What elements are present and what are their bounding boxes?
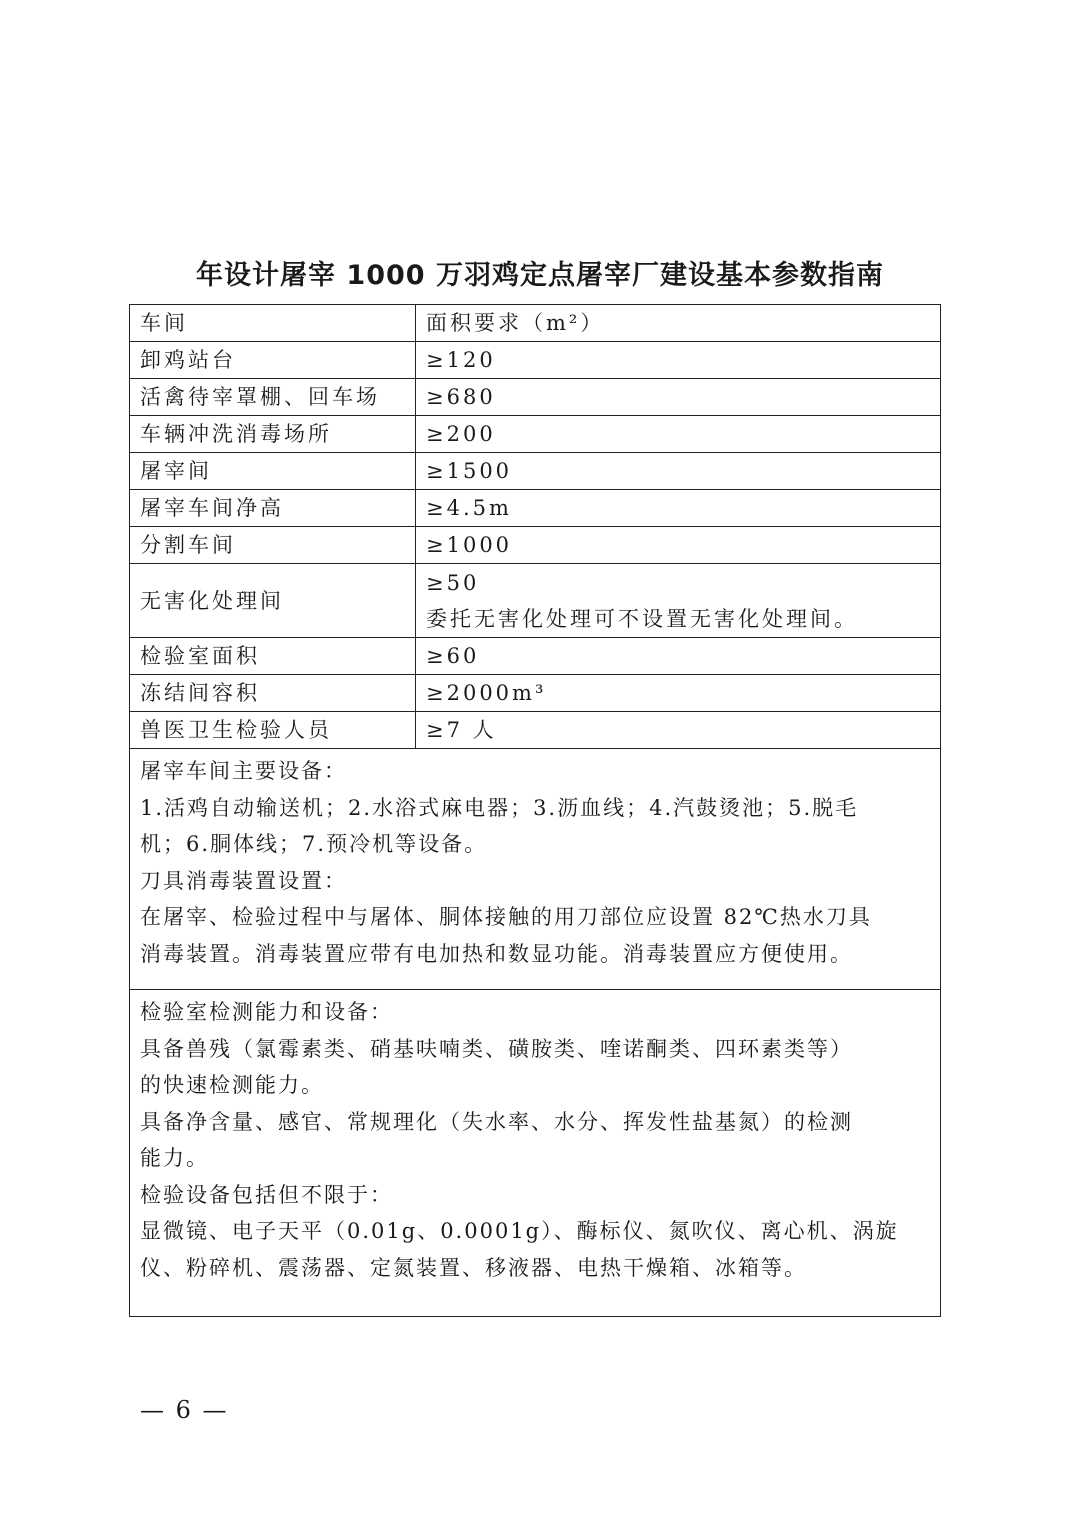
equipment-line: 1.活鸡自动输送机；2.水浴式麻电器；3.沥血线；4.汽鼓烫池；5.脱毛 <box>140 795 859 820</box>
row-name: 冻结间容积 <box>130 675 416 712</box>
table-row <box>130 564 941 638</box>
table-row <box>130 527 941 564</box>
knife-disinfection-heading: 刀具消毒装置设置： <box>140 868 347 893</box>
equipment-heading: 屠宰车间主要设备： <box>140 759 347 783</box>
knife-disinfection-line: 消毒装置。消毒装置应带有电加热和数显功能。消毒装置应方便使用。 <box>140 941 853 966</box>
page-number: — 6 — <box>140 1396 229 1424</box>
row-value: ≥1000 <box>416 527 941 564</box>
lab-line: 检验设备包括但不限于： <box>140 1182 393 1207</box>
row-name: 卸鸡站台 <box>130 342 416 379</box>
row-note: 委托无害化处理可不设置无害化处理间。 <box>426 606 858 631</box>
row-name: 无害化处理间 <box>130 564 416 638</box>
row-name: 分割车间 <box>130 527 416 564</box>
row-name: 活禽待宰罩棚、回车场 <box>130 379 416 416</box>
lab-line: 显微镜、电子天平（0.01g、0.0001g）、酶标仪、氮吹仪、离心机、涡旋 <box>140 1219 899 1243</box>
table-row <box>130 416 941 453</box>
lab-row <box>130 990 941 1317</box>
header-workshop: 车间 <box>130 305 416 342</box>
lab-line: 仪、粉碎机、震荡器、定氮装置、移液器、电热干燥箱、冰箱等。 <box>140 1255 807 1280</box>
row-value: ≥680 <box>416 379 941 416</box>
row-name: 屠宰间 <box>130 453 416 490</box>
lab-heading: 检验室检测能力和设备： <box>140 1000 393 1024</box>
row-value: ≥120 <box>416 342 941 379</box>
parameters-table <box>129 304 941 1317</box>
equipment-line: 机；6.胴体线；7.预冷机等设备。 <box>140 832 488 856</box>
row-value-cell <box>416 564 941 638</box>
equipment-cell <box>130 749 941 990</box>
lab-cell <box>130 990 941 1317</box>
row-value: ≥50 <box>426 570 480 595</box>
table-row <box>130 342 941 379</box>
row-name: 检验室面积 <box>130 638 416 675</box>
lab-line: 具备兽残（氯霉素类、硝基呋喃类、磺胺类、喹诺酮类、四环素类等） <box>140 1036 853 1061</box>
row-value: ≥7 人 <box>416 712 941 749</box>
document-title: 年设计屠宰 1000 万羽鸡定点屠宰厂建设基本参数指南 <box>196 260 884 291</box>
row-value: ≥60 <box>416 638 941 675</box>
row-name: 屠宰车间净高 <box>130 490 416 527</box>
header-area-requirement: 面积要求（m²） <box>416 305 941 342</box>
equipment-row <box>130 749 941 990</box>
lab-line: 具备净含量、感官、常规理化（失水率、水分、挥发性盐基氮）的检测 <box>140 1109 853 1134</box>
row-value: ≥2000m³ <box>416 675 941 712</box>
row-value: ≥1500 <box>416 453 941 490</box>
lab-line: 的快速检测能力。 <box>140 1073 324 1097</box>
table-row <box>130 712 941 749</box>
row-value: ≥4.5m <box>416 490 941 527</box>
row-name: 车辆冲洗消毒场所 <box>130 416 416 453</box>
table-row <box>130 453 941 490</box>
table-row <box>130 379 941 416</box>
knife-disinfection-line: 在屠宰、检验过程中与屠体、胴体接触的用刀部位应设置 82℃热水刀具 <box>140 905 872 929</box>
row-name: 兽医卫生检验人员 <box>130 712 416 749</box>
row-value: ≥200 <box>416 416 941 453</box>
table-row <box>130 638 941 675</box>
lab-line: 能力。 <box>140 1146 209 1170</box>
table-header-row <box>130 305 941 342</box>
table-row <box>130 675 941 712</box>
table-row <box>130 490 941 527</box>
